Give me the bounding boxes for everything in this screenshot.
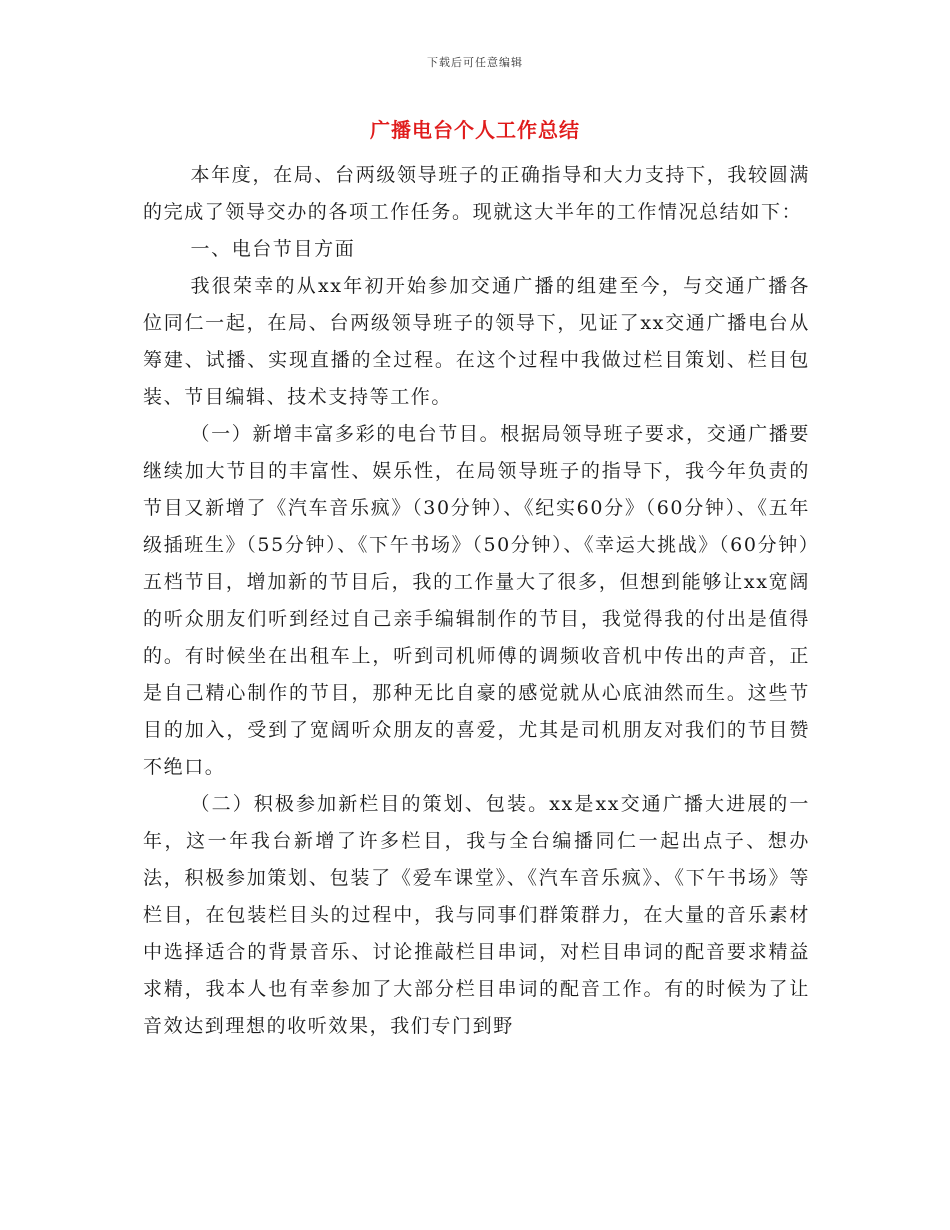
paragraph-background: 我很荣幸的从xx年初开始参加交通广播的组建至今，与交通广播各位同仁一起，在局、台两级领导班子的领导下，见证了xx交通广播电台从筹建、试播、实现直播的全过程。在这个过程中我做过栏目策划、栏目包装、节目编辑、技术支持等工作。 — [143, 275, 810, 408]
document-title: 广播电台个人工作总结 — [370, 118, 580, 142]
section-heading-radio-programs: 一、电台节目方面 — [190, 238, 356, 260]
paragraph-new-programs: （一）新增丰富多彩的电台节目。根据局领导班子要求，交通广播要继续加大节目的丰富性、娱乐性，在局领导班子的指导下，我今年负责的节目又新增了《汽车音乐疯》（30分钟）、《纪实60分》（60分钟）、《五年级插班生》（55分钟）、《下午书场》（50分钟）、《幸运大挑战》（60分钟）五档节目，增加新的节目后，我的工作量大了很多，但想到能够让xx宽阔的听众朋友们听到经过自己亲手编辑制作的节目，我觉得我的付出是值得的。有时候坐在出租车上，听到司机师傅的调频收音机中传出的声音，正是自己精心制作的节目，那种无比自豪的感觉就从心底油然而生。这些节目的加入，受到了宽阔听众朋友的喜爱，尤其是司机朋友对我们的节目赞不绝口。 — [143, 423, 810, 778]
page-header-note: 下载后可任意编辑 — [427, 56, 523, 69]
document-body — [143, 157, 810, 1045]
paragraph-new-columns: （二）积极参加新栏目的策划、包装。xx是xx交通广播大进展的一年，这一年我台新增了许多栏目，我与全台编播同仁一起出点子、想办法，积极参加策划、包装了《爱车课堂》、《汽车音乐疯》、《下午书场》等栏目，在包装栏目头的过程中，我与同事们群策群力，在大量的音乐素材中选择适合的背景音乐、讨论推敲栏目串词，对栏目串词的配音要求精益求精，我本人也有幸参加了大部分栏目串词的配音工作。有的时候为了让音效达到理想的收听效果，我们专门到野 — [143, 793, 810, 1037]
paragraph-intro: 本年度，在局、台两级领导班子的正确指导和大力支持下，我较圆满的完成了领导交办的各项工作任务。现就这大半年的工作情况总结如下： — [143, 164, 810, 223]
